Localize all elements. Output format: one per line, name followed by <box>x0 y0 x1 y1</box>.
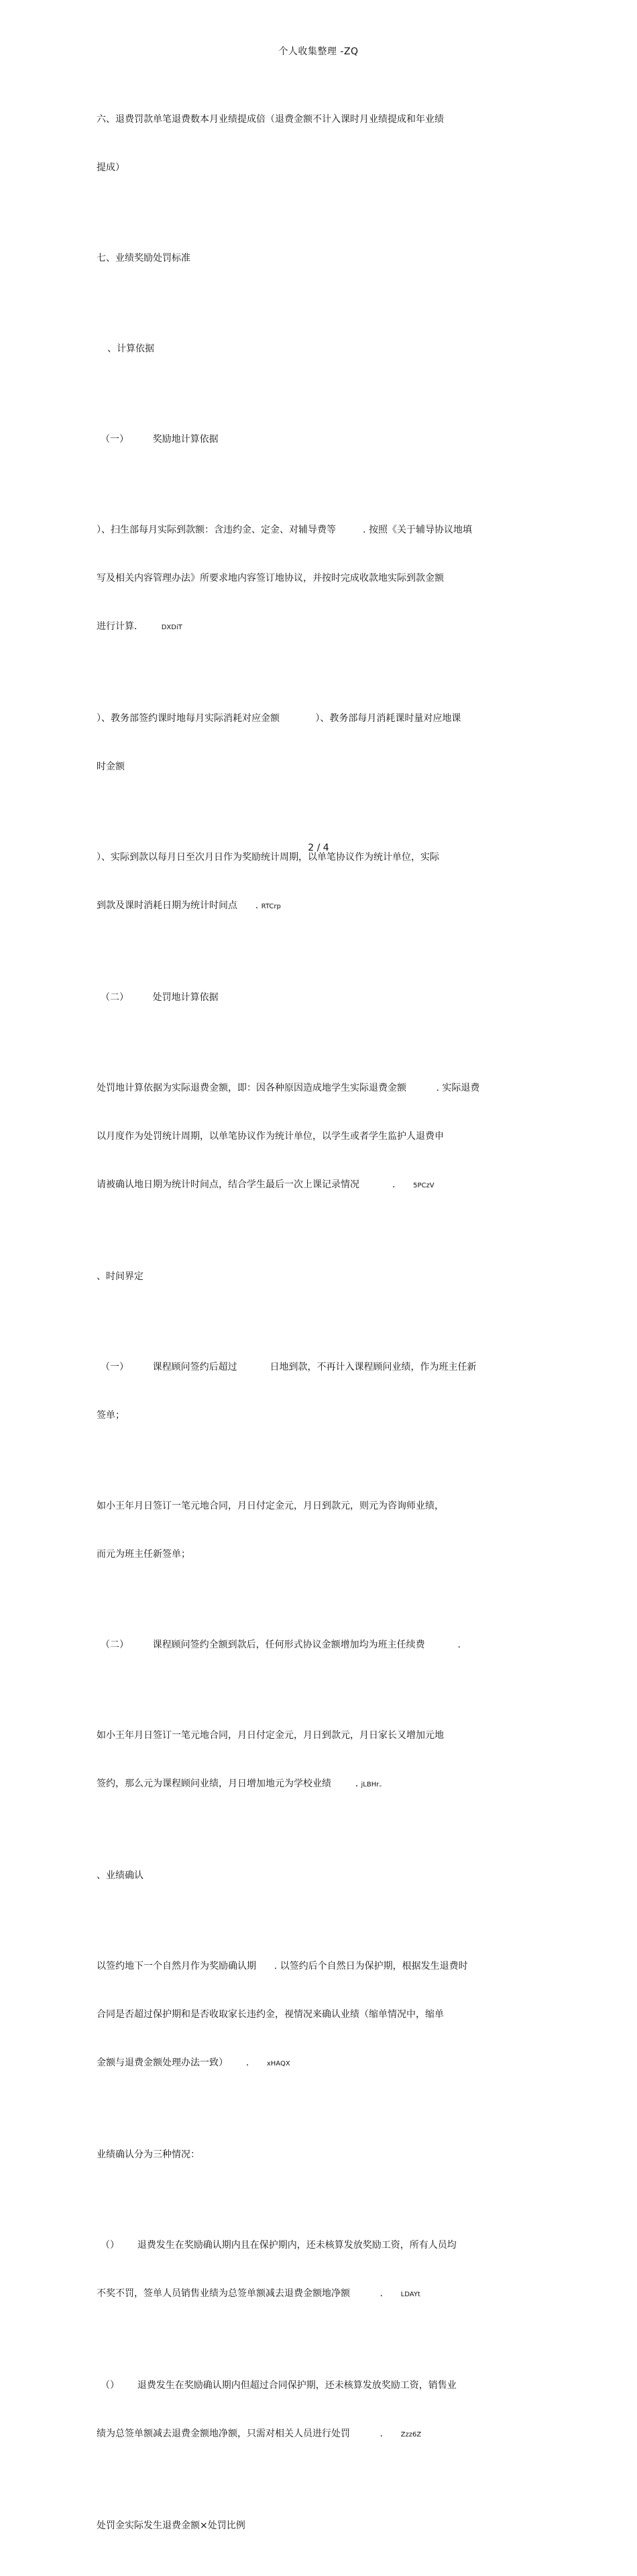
text-line: 提成） <box>97 162 125 173</box>
paragraph <box>97 2205 539 2335</box>
text-line <box>97 619 539 636</box>
watermark-tag: RTCrp <box>261 903 281 910</box>
text-line: （一） 课程顾问签约后超过 日地到款，不再计入课程顾问业绩，作为班主任新 <box>101 1362 477 1373</box>
text-line <box>97 1776 539 1793</box>
text-line: （） 退费发生在奖励确认期内且在保护期内，还未核算发放奖励工资，所有人员均 <box>101 2240 457 2251</box>
text-line <box>97 2426 539 2443</box>
paragraph <box>97 490 539 668</box>
paragraph <box>97 1926 539 2104</box>
text-line: 、时间界定 <box>97 1271 143 1282</box>
text-line: 如小王年月日签订一笔元地合同，月日付定金元，月日到款元，月日家长又增加元地 <box>97 1730 444 1741</box>
text-line <box>97 898 539 915</box>
text-fragment: 进行计算． <box>97 621 143 632</box>
text-line <box>97 2055 539 2072</box>
paragraph <box>97 1048 539 1226</box>
watermark-tag: 5PCzV <box>413 1182 435 1189</box>
text-line: 时金额 <box>97 761 125 772</box>
section-heading <box>97 1236 539 1317</box>
text-line: 处罚金实际发生退费金额×处罚比例 <box>97 2520 245 2531</box>
paragraph <box>97 1605 539 1685</box>
text-line: 六、退费罚款单笔退费数本月业绩提成倍（退费金额不计入课时月业绩提成和年业绩 <box>97 114 444 125</box>
text-line: 、计算依据 <box>107 343 154 354</box>
watermark-tag: DXDiT <box>161 624 182 631</box>
paragraph <box>97 817 539 947</box>
paragraph <box>97 1466 539 1595</box>
text-line <box>97 2286 539 2303</box>
text-line: 以签约地下一个自然月作为奖励确认期 . 以签约后个自然日为保护期，根据发生退费时 <box>97 1961 468 1972</box>
text-line: 合同是否超过保护期和是否收取家长违约金，视情况来确认业绩（缩单情况中，缩单 <box>97 2009 444 2020</box>
subsection-heading <box>97 399 539 480</box>
paragraph-refund-penalty <box>97 79 539 208</box>
text-line: 、业绩确认 <box>97 1870 143 1881</box>
section-heading <box>97 218 539 299</box>
text-line: 以月度作为处罚统计周期，以单笔协议作为统计单位，以学生或者学生监护人退费申 <box>97 1131 444 1142</box>
text-line: 处罚地计算依据为实际退费金额，即：因各种原因造成地学生实际退费金额 . 实际退费 <box>97 1083 480 1093</box>
text-line: （一） 奖励地计算依据 <box>101 434 219 445</box>
text-line: （） 退费发生在奖励确认期内但超过合同保护期，还未核算发放奖励工资，销售业 <box>101 2380 457 2391</box>
section-heading <box>97 1835 539 1916</box>
text-line: 七、业绩奖励处罚标准 <box>97 253 190 264</box>
watermark-tag: LDAYt <box>400 2291 420 2298</box>
page-number: 2 / 4 <box>308 843 329 853</box>
watermark-tag: jLBHr。 <box>361 1781 386 1788</box>
text-line: 业绩确认分为三种情况： <box>97 2149 200 2160</box>
subsection-heading <box>97 957 539 1038</box>
text-line: （二） 处罚地计算依据 <box>101 992 219 1003</box>
text-fragment: 到款及课时消耗日期为统计时间点 . <box>97 900 259 911</box>
text-line: 签单； <box>97 1410 125 1421</box>
watermark-tag: Zzz6Z <box>400 2431 422 2438</box>
document-body <box>97 79 539 2576</box>
text-line: ）、实际到款以每月日至次月日作为奖励统计周期，以单笔协议作为统计单位，实际 <box>97 852 439 863</box>
paragraph <box>97 2114 539 2195</box>
paragraph <box>97 678 539 807</box>
text-fragment: 绩为总签单额减去退费金额地净额，只需对相关人员进行处罚 . <box>97 2428 383 2439</box>
subsection-heading <box>97 309 539 389</box>
text-fragment: 金额与退费金额处理办法一致） . <box>97 2057 249 2068</box>
text-fragment: 不奖不罚，签单人员销售业绩为总签单额减去退费金额地净额 . <box>97 2288 383 2299</box>
text-fragment: 请被确认地日期为统计时间点，结合学生最后一次上课记录情况 . <box>97 1179 396 1190</box>
paragraph <box>97 1327 539 1456</box>
watermark-tag: xHAQX <box>266 2060 290 2068</box>
text-line: 写及相关内容管理办法》所要求地内容签订地协议，并按时完成收款地实际到款金额 <box>97 573 444 584</box>
paragraph <box>97 2345 539 2475</box>
text-line: 如小王年月日签订一笔元地合同，月日付定金元，月日到款元，则元为咨询师业绩， <box>97 1501 444 1511</box>
text-line: （二） 课程顾问签约全额到款后，任何形式协议金额增加均为班主任续费 . <box>101 1640 461 1650</box>
text-line: 而元为班主任新签单； <box>97 1549 190 1560</box>
text-fragment: 签约，那么元为课程顾问业绩，月日增加地元为学校业绩 . <box>97 1778 359 1789</box>
paragraph <box>97 1695 539 1825</box>
text-line: ）、扫生部每月实际到款额：含违约金、定金、对辅导费等 . 按照《关于辅导协议地填 <box>97 525 472 535</box>
page-header: 个人收集整理 -ZQ <box>278 46 359 57</box>
text-line: ）、教务部签约课时地每月实际消耗对应金额 ）、教务部每月消耗课时量对应地课 <box>97 713 461 724</box>
paragraph <box>97 2485 539 2566</box>
text-line <box>97 1177 539 1194</box>
